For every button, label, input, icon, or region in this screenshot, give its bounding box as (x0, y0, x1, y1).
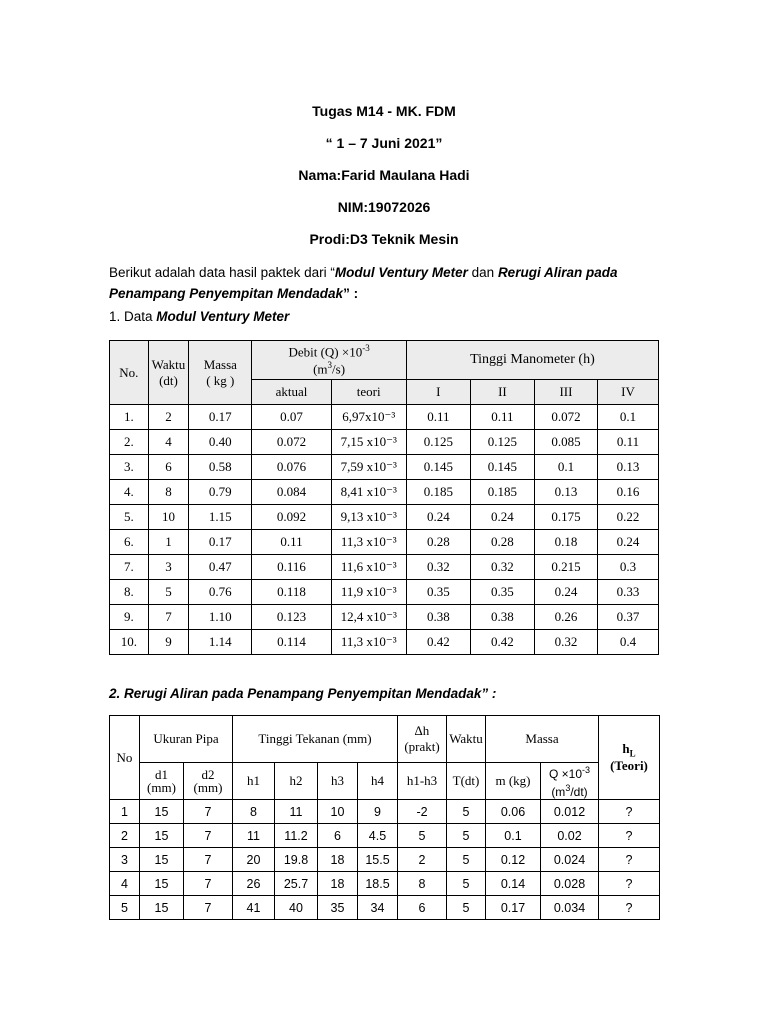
t2-head-hl-label: h (622, 740, 630, 756)
t2-head-h2: h2 (275, 763, 318, 800)
table-cell: 0.4 (597, 630, 658, 655)
table-cell: 9 (358, 800, 398, 824)
table-cell: 0.084 (252, 480, 331, 505)
t2-head-dh (398, 716, 447, 763)
table-row (110, 455, 659, 480)
table-cell: 2 (148, 405, 189, 430)
section1-title: Modul Ventury Meter (156, 309, 290, 324)
t1-head-massa (189, 341, 252, 405)
section1-heading (109, 309, 289, 324)
table-cell: 0.034 (541, 896, 599, 920)
table-cell: 0.35 (470, 580, 534, 605)
table-cell: 15 (140, 824, 184, 848)
table-row (110, 430, 659, 455)
t1-head-waktu (148, 341, 189, 405)
table-cell: 15 (140, 896, 184, 920)
t1-head-waktu-unit: (dt) (159, 372, 178, 388)
intro-rugi: Rerugi Aliran pada Penampang Penyempitan Mendadak (109, 265, 618, 301)
t2-head-h1: h1 (233, 763, 275, 800)
table-cell: 5 (110, 896, 140, 920)
table-cell: 7 (184, 800, 233, 824)
table-cell: 0.092 (252, 505, 331, 530)
table-cell: 15 (140, 848, 184, 872)
table-cell: 15.5 (358, 848, 398, 872)
t1-head-massa-unit: ( kg ) (206, 372, 235, 388)
table-cell: 0.28 (470, 530, 534, 555)
table-cell: 7 (184, 848, 233, 872)
table-cell: 5 (447, 872, 486, 896)
table-cell: 0.40 (189, 430, 252, 455)
table-cell: 7,15 x10⁻³ (331, 430, 406, 455)
table-cell: 0.13 (597, 455, 658, 480)
table-cell: 11,3 x10⁻³ (331, 530, 406, 555)
table-cell: 6. (110, 530, 149, 555)
table-cell: 4 (148, 430, 189, 455)
t2-head-ukuran: Ukuran Pipa (140, 716, 233, 763)
table-cell: 0.02 (541, 824, 599, 848)
table-cell: 3 (110, 848, 140, 872)
table-cell: 1.10 (189, 605, 252, 630)
intro-post: ” : (343, 286, 359, 301)
table-cell: 2 (398, 848, 447, 872)
table-cell: 0.215 (534, 555, 597, 580)
table-cell: 0.58 (189, 455, 252, 480)
table-cell: 0.125 (406, 430, 470, 455)
table-cell: 0.11 (406, 405, 470, 430)
table-cell: 8,41 x10⁻³ (331, 480, 406, 505)
table-cell: 0.13 (534, 480, 597, 505)
table-cell: 0.18 (534, 530, 597, 555)
t2-head-d1-unit: (mm) (147, 780, 176, 795)
t2-head-no: No (110, 716, 140, 800)
table-cell: 10 (318, 800, 358, 824)
table-cell: 0.28 (406, 530, 470, 555)
table-cell: ? (599, 872, 660, 896)
table-cell: 0.1 (597, 405, 658, 430)
table-cell: 10 (148, 505, 189, 530)
table-cell: 15 (140, 800, 184, 824)
t2-head-h3: h3 (318, 763, 358, 800)
table-cell: 0.32 (534, 630, 597, 655)
table-cell: 9,13 x10⁻³ (331, 505, 406, 530)
table-row (110, 605, 659, 630)
table-cell: 41 (233, 896, 275, 920)
table-row (110, 530, 659, 555)
table-cell: 3 (148, 555, 189, 580)
t1-head-debit-unit-exp: 3 (327, 360, 333, 370)
table-cell: 0.35 (406, 580, 470, 605)
t2-head-h1h3: h1-h3 (398, 763, 447, 800)
table-cell: 5 (447, 848, 486, 872)
table-cell: 35 (318, 896, 358, 920)
table-cell: 0.24 (406, 505, 470, 530)
table-cell: 0.76 (189, 580, 252, 605)
table-cell: 0.24 (597, 530, 658, 555)
venturi-table-body (110, 405, 659, 655)
table-cell: 0.072 (252, 430, 331, 455)
table-cell: 5 (447, 824, 486, 848)
t1-head-massa-label: Massa (203, 356, 237, 372)
table-cell: 0.42 (470, 630, 534, 655)
table-cell: 0.42 (406, 630, 470, 655)
doc-title: Tugas M14 - MK. FDM (312, 103, 456, 119)
table-cell: 0.11 (597, 430, 658, 455)
table-cell: 3. (110, 455, 149, 480)
table-cell: 0.125 (470, 430, 534, 455)
table-cell: 0.123 (252, 605, 331, 630)
t2-head-q-unit-pre: (m (551, 785, 566, 799)
doc-prodi: Prodi:D3 Teknik Mesin (309, 231, 459, 247)
table-cell: 12,4 x10⁻³ (331, 605, 406, 630)
table-cell: 0.33 (597, 580, 658, 605)
table-cell: 2 (110, 824, 140, 848)
table-cell: 0.012 (541, 800, 599, 824)
t2-head-hl-teori: (Teori) (610, 758, 648, 774)
table-cell: -2 (398, 800, 447, 824)
section1-num: 1. Data (109, 309, 157, 324)
table-cell: 0.1 (486, 824, 541, 848)
t1-head-waktu-label: Waktu (151, 356, 186, 372)
table-cell: 40 (275, 896, 318, 920)
table-cell: 5 (447, 800, 486, 824)
table-cell: 0.17 (189, 530, 252, 555)
table-cell: 18.5 (358, 872, 398, 896)
t2-head-massa: Massa (486, 716, 599, 763)
t1-head-debit-unit-post: /s) (332, 361, 346, 377)
t2-head-hl (599, 716, 660, 800)
table-cell: 1.15 (189, 505, 252, 530)
table-cell: 0.175 (534, 505, 597, 530)
t1-head-no: No. (110, 341, 149, 405)
t2-head-d2-unit: (mm) (193, 780, 223, 795)
t1-head-debit-label: Debit (Q) ×10 (288, 344, 363, 359)
table-cell: 0.185 (406, 480, 470, 505)
t2-head-tinggi: Tinggi Tekanan (mm) (233, 716, 398, 763)
t2-head-d1 (140, 763, 184, 800)
t1-head-tinggi: Tinggi Manometer (h) (406, 341, 658, 380)
table-cell: 0.14 (486, 872, 541, 896)
table-cell: 7 (184, 872, 233, 896)
table-cell: 0.11 (470, 405, 534, 430)
table-cell: 0.3 (597, 555, 658, 580)
table-row (110, 896, 660, 920)
t2-head-d2-label: d2 (201, 767, 215, 782)
t2-head-dh-label: ∆h (414, 723, 430, 738)
table-cell: 7 (184, 896, 233, 920)
table-cell: 7 (148, 605, 189, 630)
table-cell: 6 (398, 896, 447, 920)
table-cell: 0.114 (252, 630, 331, 655)
table-cell: 10. (110, 630, 149, 655)
table-row (110, 405, 659, 430)
table-cell: 7. (110, 555, 149, 580)
table-cell: 0.076 (252, 455, 331, 480)
table-cell: 0.1 (534, 455, 597, 480)
table-cell: 6 (318, 824, 358, 848)
table-cell: 0.32 (470, 555, 534, 580)
table-cell: 1.14 (189, 630, 252, 655)
table-cell: 11 (233, 824, 275, 848)
t2-head-d2 (184, 763, 233, 800)
table-cell: 5 (398, 824, 447, 848)
table-cell: 11 (275, 800, 318, 824)
t2-head-q-unit-exp: 3 (565, 783, 571, 793)
t1-head-h1: I (406, 380, 470, 405)
intro-modul: Modul Ventury Meter (334, 265, 468, 280)
table-cell: 34 (358, 896, 398, 920)
table-row (110, 480, 659, 505)
table-cell: 0.17 (486, 896, 541, 920)
t1-head-debit-unit-pre: (m (313, 361, 328, 377)
table-row (110, 555, 659, 580)
table-cell: 0.11 (252, 530, 331, 555)
table-cell: 0.145 (406, 455, 470, 480)
table-cell: 0.12 (486, 848, 541, 872)
intro-mid: dan (467, 265, 498, 280)
table-cell: 0.38 (470, 605, 534, 630)
t1-head-debit (252, 341, 407, 380)
table-cell: 7,59 x10⁻³ (331, 455, 406, 480)
table-cell: 0.116 (252, 555, 331, 580)
table-cell: 0.024 (541, 848, 599, 872)
t1-head-h2: II (470, 380, 534, 405)
table-cell: 0.22 (597, 505, 658, 530)
table-cell: 0.085 (534, 430, 597, 455)
table-cell: ? (599, 800, 660, 824)
table-cell: 25.7 (275, 872, 318, 896)
table-cell: 0.24 (470, 505, 534, 530)
section2-heading: 2. Rerugi Aliran pada Penampang Penyempitan Mendadak” : (109, 686, 497, 701)
table-cell: 6,97x10⁻³ (331, 405, 406, 430)
table-cell: 11,9 x10⁻³ (331, 580, 406, 605)
t2-head-mkg: m (kg) (486, 763, 541, 800)
table-cell: 0.07 (252, 405, 331, 430)
table-cell: 0.028 (541, 872, 599, 896)
table-cell: 26 (233, 872, 275, 896)
table-cell: 0.185 (470, 480, 534, 505)
table-cell: 8. (110, 580, 149, 605)
table-cell: 0.17 (189, 405, 252, 430)
table-cell: 5. (110, 505, 149, 530)
table-cell: 20 (233, 848, 275, 872)
doc-date: “ 1 – 7 Juni 2021” (325, 135, 443, 151)
table-cell: 1 (148, 530, 189, 555)
t2-head-hl-sub: L (629, 748, 636, 759)
table-cell: 0.26 (534, 605, 597, 630)
table-row (110, 630, 659, 655)
t2-head-q-unit-post: /dt) (570, 785, 588, 799)
table-cell: 8 (233, 800, 275, 824)
table-cell: 0.38 (406, 605, 470, 630)
table-cell: 5 (447, 896, 486, 920)
table-cell: ? (599, 896, 660, 920)
t2-head-tdt: T(dt) (447, 763, 486, 800)
table-cell: 1. (110, 405, 149, 430)
t2-head-waktu: Waktu (447, 716, 486, 763)
table-cell: 0.24 (534, 580, 597, 605)
table-cell: 6 (148, 455, 189, 480)
table-cell: 5 (148, 580, 189, 605)
t1-head-debit-exp: -3 (362, 342, 370, 353)
table-cell: 0.06 (486, 800, 541, 824)
t2-head-d1-label: d1 (155, 767, 168, 782)
t2-head-q (541, 763, 599, 800)
table-row (110, 580, 659, 605)
t2-head-h4: h4 (358, 763, 398, 800)
t2-head-q-exp: -3 (582, 765, 591, 775)
table-cell: 2. (110, 430, 149, 455)
table-cell: 7 (184, 824, 233, 848)
table-cell: 0.47 (189, 555, 252, 580)
table-row (110, 872, 660, 896)
table-cell: ? (599, 824, 660, 848)
doc-name: Nama:Farid Maulana Hadi (298, 167, 470, 183)
table-cell: 9. (110, 605, 149, 630)
table-cell: 1 (110, 800, 140, 824)
doc-nim: NIM:19072026 (337, 199, 431, 215)
t2-head-q-label: Q ×10 (548, 767, 582, 781)
rerugi-table (109, 715, 660, 920)
intro-pre: Berikut adalah data hasil paktek dari “ (109, 265, 335, 280)
t1-head-teori: teori (331, 380, 406, 405)
table-cell: 18 (318, 872, 358, 896)
table-cell: 4.5 (358, 824, 398, 848)
t1-head-aktual: aktual (252, 380, 331, 405)
table-cell: 11,3 x10⁻³ (331, 630, 406, 655)
table-cell: 0.16 (597, 480, 658, 505)
table-cell: 18 (318, 848, 358, 872)
t2-head-dh-sub: (prakt) (404, 739, 440, 754)
table-row (110, 505, 659, 530)
table-cell: 11,6 x10⁻³ (331, 555, 406, 580)
table-cell: 0.145 (470, 455, 534, 480)
table-cell: 4. (110, 480, 149, 505)
table-cell: 9 (148, 630, 189, 655)
table-cell: 0.32 (406, 555, 470, 580)
t1-head-h3: III (534, 380, 597, 405)
table-row (110, 848, 660, 872)
table-cell: 0.072 (534, 405, 597, 430)
table-cell: 8 (398, 872, 447, 896)
table-row (110, 800, 660, 824)
table-cell: 11.2 (275, 824, 318, 848)
venturi-table (109, 340, 659, 655)
table-cell: 0.118 (252, 580, 331, 605)
table-cell: 15 (140, 872, 184, 896)
table-cell: ? (599, 848, 660, 872)
t1-head-h4: IV (597, 380, 658, 405)
rerugi-table-body (110, 800, 660, 920)
table-row (110, 824, 660, 848)
table-cell: 8 (148, 480, 189, 505)
table-cell: 0.37 (597, 605, 658, 630)
table-cell: 0.79 (189, 480, 252, 505)
table-cell: 19.8 (275, 848, 318, 872)
intro-paragraph (109, 262, 669, 304)
table-cell: 4 (110, 872, 140, 896)
